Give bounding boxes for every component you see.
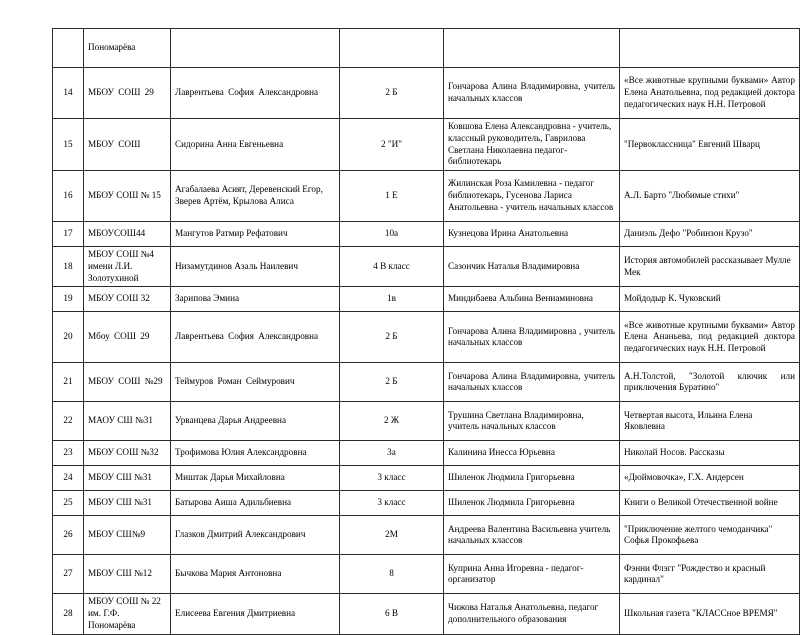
teacher-cell: Гончарова Алина Владимировна, учитель начальных классов [444,363,620,402]
student-cell: Лаврентьева София Александровна [171,68,340,119]
school-cell: МБОУ СОШ № 15 [84,171,171,222]
book-cell: Николай Носов. Рассказы [620,441,800,466]
table-row [53,29,800,68]
table-row [53,222,800,247]
book-cell: "Приключение желтого чемоданчика" Софья Прокофьева [620,516,800,555]
school-cell: МБОУ СШ№9 [84,516,171,555]
student-cell: Низамутдинов Азаль Наилевич [171,247,340,287]
grade-cell: 3а [340,441,444,466]
student-cell: Бычкова Мария Антоновна [171,555,340,594]
teacher-cell: Гончарова Алина Владимировна, учитель начальных классов [444,68,620,119]
table-row [53,516,800,555]
teacher-cell: Калинина Инесса Юрьевна [444,441,620,466]
row-number-cell: 27 [53,555,84,594]
table-row [53,247,800,287]
book-cell: А.Н.Толстой, "Золотой ключик или приключения Буратино" [620,363,800,402]
book-cell [620,29,800,68]
student-cell: Глазков Дмитрий Александрович [171,516,340,555]
row-number-cell: 19 [53,287,84,312]
row-number-cell: 18 [53,247,84,287]
school-cell: МБОУ СШ №31 [84,491,171,516]
grade-cell [340,29,444,68]
table-row [53,491,800,516]
records-table-body [53,29,800,635]
row-number-cell: 25 [53,491,84,516]
row-number-cell: 20 [53,312,84,363]
student-cell: Агабалаева Асият, Деревенский Егор, Зверев Артём, Крылова Алиса [171,171,340,222]
row-number-cell: 28 [53,594,84,634]
teacher-cell: Сазончик Наталья Владимировна [444,247,620,287]
grade-cell: 2М [340,516,444,555]
teacher-cell: Шиленок Людмила Григорьевна [444,491,620,516]
school-cell: МБОУСОШ44 [84,222,171,247]
row-number-cell: 24 [53,466,84,491]
student-cell: Батырова Аиша Адильбиевна [171,491,340,516]
school-cell: МБОУ СОШ [84,119,171,171]
student-cell [171,29,340,68]
book-cell: Книги о Великой Отечественной войне [620,491,800,516]
grade-cell: 10а [340,222,444,247]
book-cell: «Все животные крупными буквами» Автор Елена Ананьева, под редакцией доктора педагогических наук Н.Н. Петровой [620,312,800,363]
school-cell: МБОУ СОШ №4 имени Л.И. Золотухиной [84,247,171,287]
table-row [53,363,800,402]
book-cell: Даниэль Дефо "Робинзон Крузо" [620,222,800,247]
table-row [53,68,800,119]
row-number-cell: 16 [53,171,84,222]
grade-cell: 1в [340,287,444,312]
table-row [53,441,800,466]
row-number-cell: 14 [53,68,84,119]
student-cell: Зарипова Эмина [171,287,340,312]
grade-cell: 3 класс [340,466,444,491]
grade-cell: 6 В [340,594,444,634]
school-cell: Пономарёва [84,29,171,68]
teacher-cell: Ковшова Елена Александровна - учитель, классный руководитель, Гаврилова Светлана Николаевна педагог-библиотекарь [444,119,620,171]
school-cell: МБОУ СОШ 32 [84,287,171,312]
row-number-cell [53,29,84,68]
row-number-cell: 21 [53,363,84,402]
row-number-cell: 26 [53,516,84,555]
table-row [53,312,800,363]
school-cell: МБОУ СОШ №32 [84,441,171,466]
student-cell: Елисеева Евгения Дмитриевна [171,594,340,634]
teacher-cell: Чижова Наталья Анатольевна, педагог дополнительного образования [444,594,620,634]
grade-cell: 2 Б [340,363,444,402]
book-cell: Фэнни Флэгг "Рождество и красный кардинал" [620,555,800,594]
book-cell: «Дюймовочка», Г.Х. Андерсен [620,466,800,491]
grade-cell: 3 класс [340,491,444,516]
book-cell: "Первоклассница" Евгений Шварц [620,119,800,171]
school-cell: Мбоу СОШ 29 [84,312,171,363]
school-cell: МБОУ СШ №12 [84,555,171,594]
teacher-cell: Жилинская Роза Камилевна - педагог библиотекарь, Гусенова Лариса Анатольевна - учитель начальных классов [444,171,620,222]
student-cell: Урванцева Дарья Андреевна [171,402,340,441]
row-number-cell: 17 [53,222,84,247]
teacher-cell: Миндибаева Альбина Вениаминовна [444,287,620,312]
student-cell: Миштак Дарья Михайловна [171,466,340,491]
teacher-cell: Гончарова Алина Владимировна , учитель начальных классов [444,312,620,363]
student-cell: Сидорина Анна Евгеньевна [171,119,340,171]
teacher-cell: Куприна Анна Игоревна - педагог-организатор [444,555,620,594]
school-cell: МБОУ СШ №31 [84,466,171,491]
school-cell: МАОУ СШ №31 [84,402,171,441]
teacher-cell: Трушина Светлана Владимировна, учитель начальных классов [444,402,620,441]
records-table [52,28,800,635]
grade-cell: 2 Б [340,312,444,363]
grade-cell: 8 [340,555,444,594]
student-cell: Трофимова Юлия Александровна [171,441,340,466]
table-row [53,171,800,222]
school-cell: МБОУ СОШ 29 [84,68,171,119]
teacher-cell: Андреева Валентина Васильевна учитель начальных классов [444,516,620,555]
school-cell: МБОУ СОШ № 22 им. Г.Ф. Пономарёва [84,594,171,634]
book-cell: Школьная газета "КЛАССное ВРЕМЯ" [620,594,800,634]
teacher-cell [444,29,620,68]
teacher-cell: Шиленок Людмила Григорьевна [444,466,620,491]
book-cell: История автомобилей рассказывает Мулле Мек [620,247,800,287]
table-row [53,287,800,312]
student-cell: Теймуров Роман Сеймурович [171,363,340,402]
book-cell: Четвертая высота, Ильина Елена Яковлевна [620,402,800,441]
table-row [53,555,800,594]
table-row [53,466,800,491]
school-cell: МБОУ СОШ №29 [84,363,171,402]
grade-cell: 2 "И" [340,119,444,171]
grade-cell: 4 В класс [340,247,444,287]
teacher-cell: Кузнецова Ирина Анатольевна [444,222,620,247]
row-number-cell: 15 [53,119,84,171]
table-row [53,119,800,171]
table-row [53,402,800,441]
grade-cell: 2 Ж [340,402,444,441]
grade-cell: 1 Е [340,171,444,222]
grade-cell: 2 Б [340,68,444,119]
student-cell: Лаврентьева София Александровна [171,312,340,363]
book-cell: А.Л. Барто "Любимые стихи" [620,171,800,222]
table-row [53,594,800,634]
row-number-cell: 22 [53,402,84,441]
row-number-cell: 23 [53,441,84,466]
book-cell: «Все животные крупными буквами» Автор Елена Анатольевна, под редакцией доктора педагогических наук Н.Н. Петровой [620,68,800,119]
student-cell: Мангутов Ратмир Рефатович [171,222,340,247]
book-cell: Мойдодыр К. Чуковский [620,287,800,312]
